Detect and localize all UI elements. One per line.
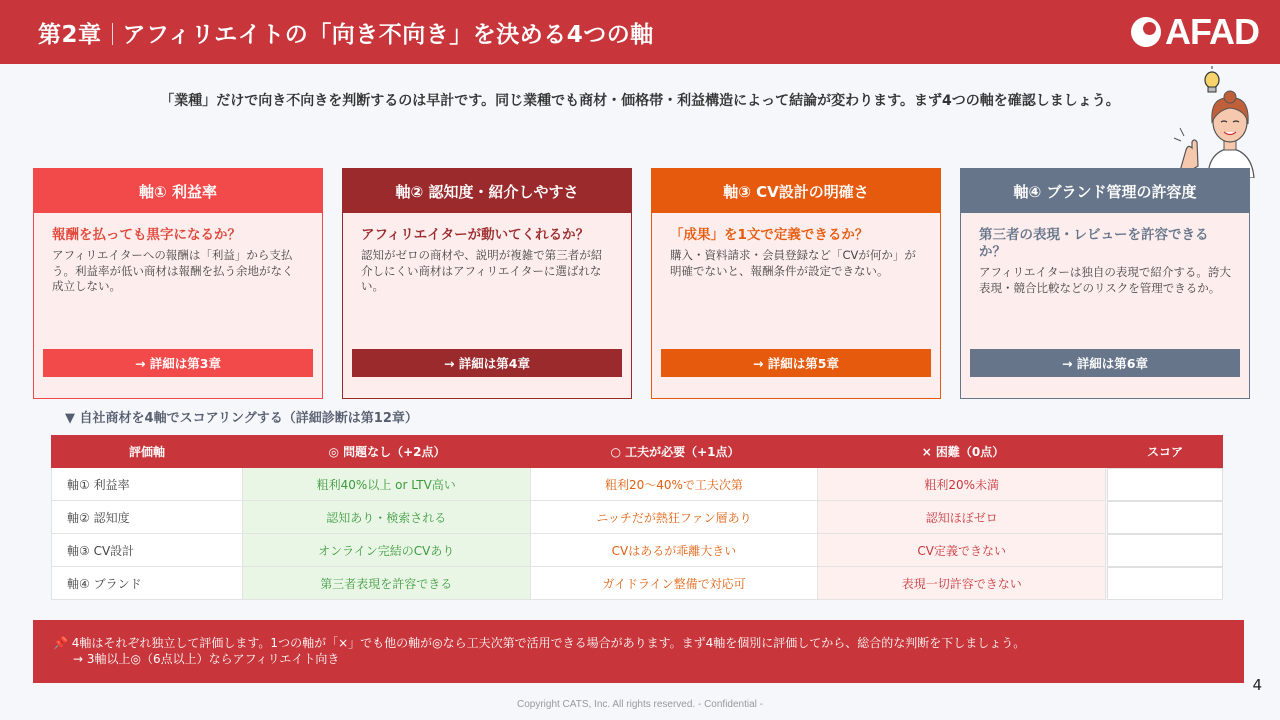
table-row bbox=[51, 468, 1223, 501]
axis-card-body: アフィリエイターへの報酬は「利益」から支払う。利益率が低い商材は報酬を払う余地がなく成立しない。 bbox=[52, 248, 294, 293]
axis-card-title: 軸④ ブランド管理の許容度 bbox=[961, 169, 1249, 213]
axis-card-3 bbox=[651, 168, 941, 399]
chapter-link-button[interactable]: → 詳細は第4章 bbox=[352, 349, 622, 377]
axis-card-title: 軸② 認知度・紹介しやすさ bbox=[343, 169, 631, 213]
axis-card-question: アフィリエイターが動いてくれるか？ bbox=[361, 227, 590, 243]
good-cell: 粗利40%以上 or LTV高い bbox=[243, 468, 531, 501]
good-cell: 認知あり・検索される bbox=[243, 501, 531, 534]
header-cell: スコア bbox=[1146, 445, 1183, 459]
header-cell: 評価軸 bbox=[128, 445, 165, 459]
mascot-illustration-icon bbox=[1168, 66, 1258, 178]
logo-mark-icon bbox=[1131, 17, 1161, 47]
good-cell: 第三者表現を許容できる bbox=[243, 567, 531, 600]
chapter-link-button[interactable]: → 詳細は第3章 bbox=[43, 349, 313, 377]
hard-cell: CV定義できない bbox=[818, 534, 1106, 567]
note-conclusion: → 3軸以上◎（6点以上）ならアフィリエイト向き bbox=[73, 652, 340, 666]
title-divider bbox=[112, 23, 113, 45]
scoring-table bbox=[51, 435, 1223, 600]
ok-cell: ニッチだが熱狂ファン層あり bbox=[531, 501, 819, 534]
table-header-row bbox=[51, 435, 1223, 468]
scoring-section-label: ▼ 自社商材を4軸でスコアリングする（詳細診断は第12章） bbox=[65, 411, 418, 426]
axis-cell: 軸④ ブランド bbox=[51, 567, 243, 600]
score-input[interactable] bbox=[1107, 468, 1223, 501]
score-input[interactable] bbox=[1107, 501, 1223, 534]
afad-logo bbox=[1131, 13, 1259, 51]
logo-text: AFAD bbox=[1165, 11, 1259, 52]
header-cell: ◎ 問題なし（+2点） bbox=[328, 445, 446, 459]
ok-cell: ガイドライン整備で対応可 bbox=[531, 567, 819, 600]
score-input[interactable] bbox=[1107, 534, 1223, 567]
hard-cell: 表現一切許容できない bbox=[818, 567, 1106, 600]
axis-card-question: 報酬を払っても黒字になるか？ bbox=[52, 227, 241, 243]
page-title bbox=[38, 16, 654, 49]
axis-cell: 軸② 認知度 bbox=[51, 501, 243, 534]
title-text: アフィリエイトの「向き不向き」を決める4つの軸 bbox=[122, 22, 654, 48]
axis-cell: 軸① 利益率 bbox=[51, 468, 243, 501]
axis-card-question: 「成果」を1文で定義できるか？ bbox=[670, 227, 869, 243]
copyright-footer: Copyright CATS, Inc. All rights reserved. - Confidential - bbox=[516, 699, 764, 710]
axis-card-body: 購入・資料請求・会員登録など「CVが何か」が明確でないと、報酬条件が設定できない。 bbox=[670, 248, 916, 278]
axis-card-4 bbox=[960, 168, 1250, 399]
lead-text: 「業種」だけで向き不向きを判断するのは早計です。同じ業種でも商材・価格帯・利益構造によって結論が変わります。まず4つの軸を確認しましょう。 bbox=[160, 93, 1120, 109]
table-row bbox=[51, 567, 1223, 600]
page-number: 4 bbox=[1252, 676, 1262, 694]
header-bar bbox=[0, 0, 1280, 64]
score-input[interactable] bbox=[1107, 567, 1223, 600]
axis-card-1 bbox=[33, 168, 323, 399]
chapter-link-button[interactable]: → 詳細は第6章 bbox=[970, 349, 1240, 377]
axis-card-question: 第三者の表現・レビューを許容できるか？ bbox=[979, 227, 1209, 260]
axis-card-body: アフィリエイターは独自の表現で紹介する。誇大表現・競合比較などのリスクを管理できるか。 bbox=[979, 265, 1231, 295]
chapter-link-button[interactable]: → 詳細は第5章 bbox=[661, 349, 931, 377]
hard-cell: 粗利20%未満 bbox=[818, 468, 1106, 501]
table-row bbox=[51, 501, 1223, 534]
summary-note bbox=[33, 620, 1244, 683]
ok-cell: 粗利20〜40%で工夫次第 bbox=[531, 468, 819, 501]
axis-card-title: 軸③ CV設計の明確さ bbox=[652, 169, 940, 213]
table-row bbox=[51, 534, 1223, 567]
good-cell: オンライン完結のCVあり bbox=[243, 534, 531, 567]
axis-cell: 軸③ CV設計 bbox=[51, 534, 243, 567]
axis-card-2 bbox=[342, 168, 632, 399]
hard-cell: 認知ほぼゼロ bbox=[818, 501, 1106, 534]
chapter-label: 第2章 bbox=[38, 22, 102, 48]
axis-card-body: 認知がゼロの商材や、説明が複雑で第三者が紹介しにくい商材はアフィリエイターに選ばれない。 bbox=[361, 248, 603, 293]
note-line: 📌 4軸はそれぞれ独立して評価します。1つの軸が「×」でも他の軸が◎なら工夫次第で活用できる場合があります。まず4軸を個別に評価してから、総合的な判断を下しましょう。 bbox=[53, 636, 1026, 650]
ok-cell: CVはあるが乖離大きい bbox=[531, 534, 819, 567]
header-cell: × 困難（0点） bbox=[921, 445, 1005, 459]
header-cell: ○ 工夫が必要（+1点） bbox=[610, 445, 740, 459]
axis-card-title: 軸① 利益率 bbox=[34, 169, 322, 213]
